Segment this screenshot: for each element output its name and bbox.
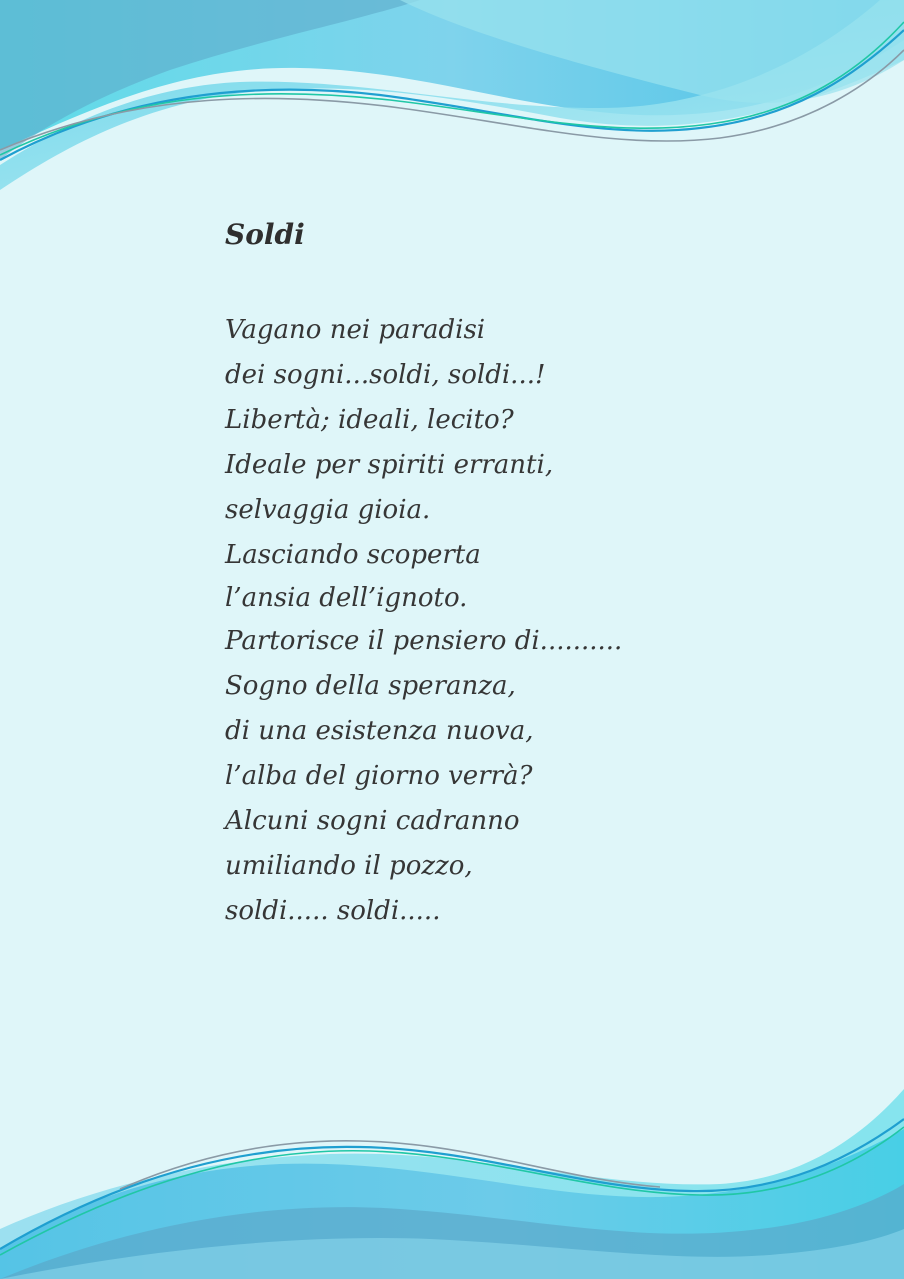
poem-line: Alcuni sogni cadranno [225, 806, 520, 836]
poem-line: Partorisce il pensiero di.......... [225, 626, 623, 656]
poem-line: Vagano nei paradisi [225, 315, 486, 345]
poem-line: selvaggia gioia. [225, 495, 431, 525]
poem-line: umiliando il pozzo, [225, 851, 473, 881]
poem-line: Sogno della speranza, [225, 671, 516, 701]
poem-line: Lasciando scoperta [225, 540, 481, 570]
bottom-wave-decoration [0, 1079, 904, 1279]
poem-line: l’ansia dell’ignoto. [225, 583, 468, 613]
poem-title: Soldi [225, 218, 305, 251]
poem-line: soldi..... soldi..... [225, 896, 441, 926]
poem-line: Ideale per spiriti erranti, [225, 450, 554, 480]
poem-line: l’alba del giorno verrà? [225, 761, 533, 791]
poem-line: Libertà; ideali, lecito? [225, 405, 514, 435]
poem-line: dei sogni...soldi, soldi...! [225, 360, 546, 390]
poem-body [225, 308, 622, 934]
top-wave-decoration [0, 0, 904, 220]
poem-line: di una esistenza nuova, [225, 716, 534, 746]
